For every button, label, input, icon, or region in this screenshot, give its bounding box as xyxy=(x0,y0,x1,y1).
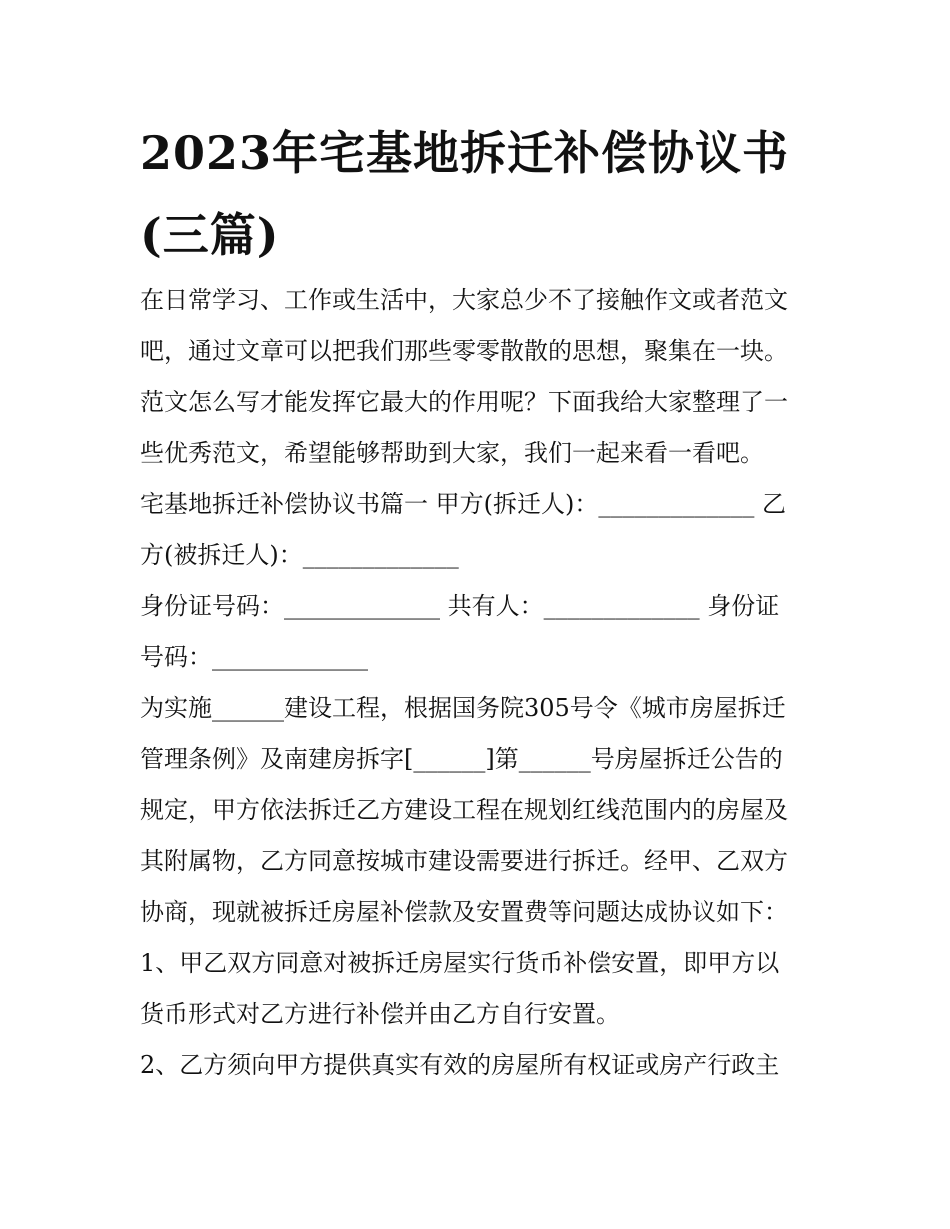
text-line: 方(被拆迁人)：_____________ xyxy=(140,541,459,569)
text-line: 些优秀范文，希望能够帮助到大家，我们一起来看一看吧。 xyxy=(140,439,764,467)
title-line: (三篇) xyxy=(140,208,280,262)
document-body xyxy=(140,275,820,1091)
text-line: 规定，甲方依法拆迁乙方建设工程在规划红线范围内的房屋及 xyxy=(140,796,788,824)
text-line: 宅基地拆迁补偿协议书篇一 甲方(拆迁人)：_____________ 乙 xyxy=(140,490,786,518)
text-line: 范文怎么写才能发挥它最大的作用呢？下面我给大家整理了一 xyxy=(140,388,788,416)
text-line: 货币形式对乙方进行补偿并由乙方自行安置。 xyxy=(140,1000,620,1028)
text-line: 2、乙方须向甲方提供真实有效的房屋所有权证或房产行政主 xyxy=(140,1051,780,1079)
text-line: 为实施______建设工程，根据国务院305号令《城市房屋拆迁 xyxy=(140,694,786,722)
text-line: 号码：_____________ xyxy=(140,643,368,671)
text-line: 在日常学习、工作或生活中，大家总少不了接触作文或者范文 xyxy=(140,286,788,314)
text-line: 其附属物，乙方同意按城市建设需要进行拆迁。经甲、乙双方 xyxy=(140,847,788,875)
text-line: 身份证号码：_____________ 共有人：_____________ 身份证 xyxy=(140,592,780,620)
text-line: 管理条例》及南建房拆字[______]第______号房屋拆迁公告的 xyxy=(140,745,783,773)
title-line: 2023年宅基地拆迁补偿协议书 xyxy=(140,126,790,180)
document-title xyxy=(140,112,840,276)
text-line: 吧，通过文章可以把我们那些零零散散的思想，聚集在一块。 xyxy=(140,337,788,365)
text-line: 1、甲乙双方同意对被拆迁房屋实行货币补偿安置，即甲方以 xyxy=(140,949,780,977)
text-line: 协商，现就被拆迁房屋补偿款及安置费等问题达成协议如下： xyxy=(140,898,788,926)
